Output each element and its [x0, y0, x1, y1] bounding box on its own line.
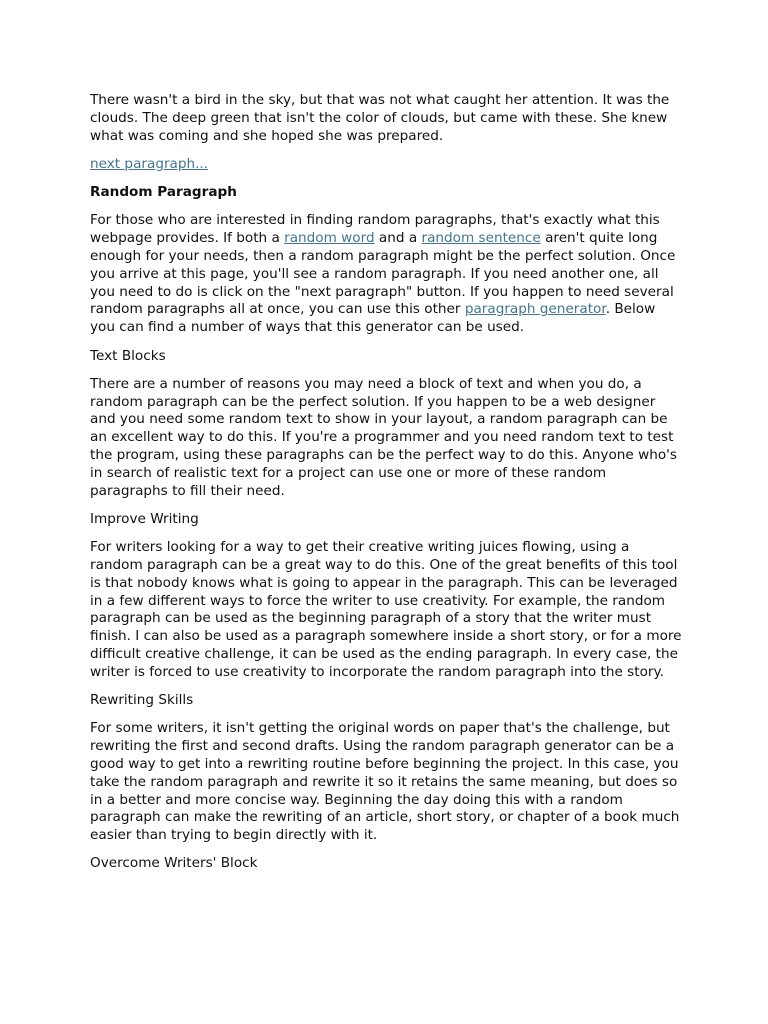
next-paragraph-row [90, 156, 682, 174]
random-paragraph-text-1: For those who are interested in finding random paragraphs, that's exactly what this webpage provides. If both a [90, 212, 660, 247]
random-paragraph-heading: Random Paragraph [90, 184, 237, 201]
writers-block-heading: Overcome Writers' Block [90, 855, 258, 872]
random-word-link[interactable]: random word [284, 230, 375, 247]
text-blocks-heading: Text Blocks [90, 347, 166, 364]
paragraph-generator-link[interactable]: paragraph generator [464, 301, 606, 318]
random-paragraph-text-3: aren't quite long enough for your needs, then a random paragraph might be the perfect solution. Once you arrive at this page, you'll see a random paragraph. If you need another one, all you need to do is click on the "next paragraph" button. If you happen to need several random paragraphs all at once, you can use this other [90, 230, 676, 318]
rewriting-skills-body: For some writers, it isn't getting the original words on paper that's the challenge, but rewriting the first and second drafts. Using the random paragraph generator can be a good way to get into a rewriting routine before beginning the project. In this case, you take the random paragraph and rewrite it so it retains the same meaning, but does so in a better and more concise way. Beginning the day doing this with a random paragraph can make the rewriting of an article, short story, or chapter of a book much easier than trying to begin directly with it. [90, 720, 680, 844]
random-paragraph-body [90, 212, 682, 337]
document-page [90, 92, 682, 884]
improve-writing-heading: Improve Writing [90, 510, 199, 527]
improve-writing-body: For writers looking for a way to get their creative writing juices flowing, using a random paragraph can be a great way to do this. One of the great benefits of this tool is that nobody knows what is going to appear in the paragraph. This can be leveraged in a few different ways to force the writer to use creativity. For example, the random paragraph can be used as the beginning paragraph of a story that the writer must finish. I can also be used as a paragraph somewhere inside a short story, or for a more difficult creative challenge, it can be used as the ending paragraph. In every case, the writer is forced to use creativity to incorporate the random paragraph into the story. [90, 539, 682, 680]
next-paragraph-link[interactable]: next paragraph... [90, 155, 209, 172]
text-blocks-body: There are a number of reasons you may need a block of text and when you do, a random paragraph can be the perfect solution. If you happen to be a web designer and you need some random text to show in your layout, a random paragraph can be an excellent way to do this. If you're a programmer and you need random text to test the program, using these paragraphs can be the perfect way to do this. Anyone who's in search of realistic text for a project can use one or more of these random paragraphs to fill their need. [90, 375, 677, 499]
random-paragraph-text-4: . Below you can find a number of ways that this generator can be used. [90, 301, 656, 336]
random-paragraph-text-2: and a [374, 230, 422, 247]
intro-paragraph: There wasn't a bird in the sky, but that was not what caught her attention. It was the clouds. The deep green that isn't the color of clouds, but came with these. She knew what was coming and she hoped she was prepared. [90, 92, 670, 144]
rewriting-skills-heading: Rewriting Skills [90, 692, 194, 709]
random-sentence-link[interactable]: random sentence [421, 230, 541, 247]
